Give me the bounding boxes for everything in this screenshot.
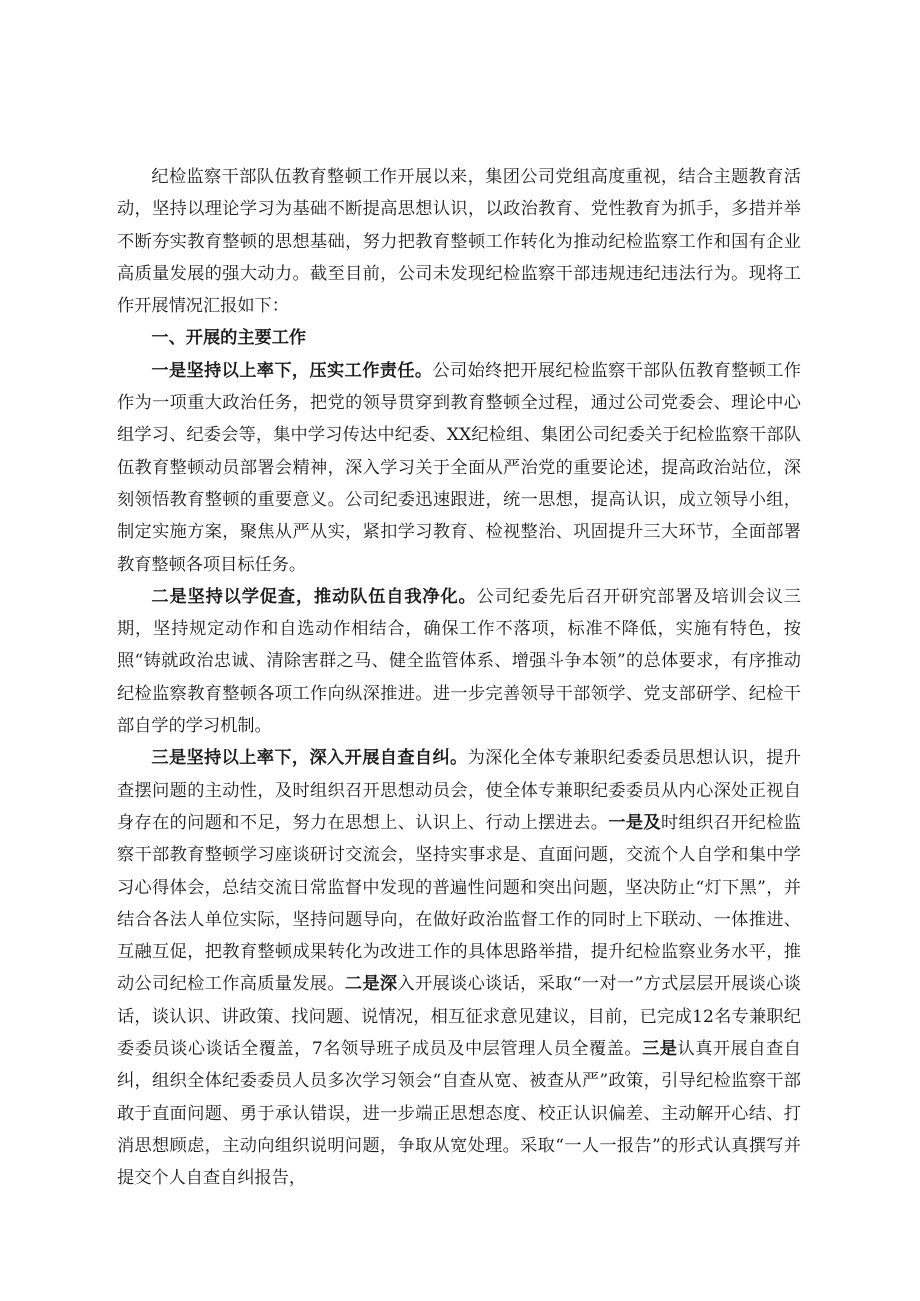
paragraph-3-body-b: 时组织召开纪检监察干部教育整顿学习座谈研讨交流会，坚持实事求是、直面问题，交流个人自学和集中学习心得体会，总结交流日常监督中发现的普遍性问题和突出问题，坚决防止“灯下黑”，并结合各法人单位实际，坚持问题导向，在做好政治监督工作的同时上下联动、一体推进、互融互促，把教育整顿成果转化为改进工作的具体思路举措，提升纪检监察业务水平，推动公司纪检工作高质量发展。 [117, 812, 801, 995]
paragraph-3-body-a: 为深化全体专兼职纪委委员思想认识，提升查摆问题的主动性，及时组织召开思想动员会，使全体专兼职纪委委员从内心深处正视自身存在的问题和不足，努力在思想上、认识上、行动上摆进去。 [117, 748, 801, 833]
paragraph-2 [117, 581, 801, 742]
paragraph-3-body-c: 入开展谈心谈话，采取“一对一”方式层层开展谈心谈话，谈认识、讲政策、找问题、说情况，相互征求意见建议，目前，已完成12名专兼职纪委委员谈心谈话全覆盖，7名领导班子成员及中层管理人员全覆盖。 [117, 974, 801, 1060]
paragraph-1-lead: 一是坚持以上率下，压实工作责任。 [151, 360, 433, 381]
paragraph-3 [117, 742, 801, 1194]
section-heading: 一、开展的主要工作 [151, 328, 307, 349]
paragraph-1 [117, 355, 801, 581]
document-body [117, 161, 801, 1195]
paragraph-3-body-d: 认真开展自查自纠，组织全体纪委委员人员多次学习领会“自查从宽、被查从严”政策，引导纪检监察干部敢于直面问题、勇于承认错误，进一步端正思想态度、校正认识偏差、主动解开心结、打消思想顾虑，主动向组织说明问题，争取从宽处理。采取“一人一报告”的形式认真撰写并提交个人自查自纠报告， [117, 1039, 801, 1189]
paragraph-3-lead: 三是坚持以上率下，深入开展自查自纠。 [151, 748, 468, 769]
paragraph-3-sub-2: 二是深 [344, 974, 398, 995]
paragraph-1-body: 公司始终把开展纪检监察干部队伍教育整顿工作作为一项重大政治任务，把党的领导贯穿到教育整顿全过程，通过公司党委会、理论中心组学习、纪委会等，集中学习传达中纪委、XX纪检组、集团公司纪委关于纪检监察干部队伍教育整顿动员部署会精神，深入学习关于全面从严治党的重要论述，提高政治站位，深刻领悟教育整顿的重要意义。公司纪委迅速跟进，统一思想，提高认识，成立领导小组，制定实施方案，聚焦从严从实，紧扣学习教育、检视整治、巩固提升三大环节，全面部署教育整顿各项目标任务。 [117, 360, 801, 575]
paragraph-2-body: 公司纪委先后召开研究部署及培训会议三期，坚持规定动作和自选动作相结合，确保工作不落项，标准不降低，实施有特色，按照“铸就政治忠诚、清除害群之马、健全监管体系、增强斗争本领”的总体要求，有序推动纪检监察教育整顿各项工作向纵深推进。进一步完善领导干部领学、党支部研学、纪检干部自学的学习机制。 [117, 586, 801, 737]
intro-paragraph: 纪检监察干部队伍教育整顿工作开展以来，集团公司党组高度重视，结合主题教育活动，坚持以理论学习为基础不断提高思想认识，以政治教育、党性教育为抓手，多措并举不断夯实教育整顿的思想基础，努力把教育整顿工作转化为推动纪检监察工作和国有企业高质量发展的强大动力。截至目前，公司未发现纪检监察干部违规违纪违法行为。现将工作开展情况汇报如下： [117, 167, 801, 317]
paragraph-3-sub-1: 一是及 [608, 812, 661, 833]
paragraph-3-sub-3: 三是 [642, 1039, 678, 1060]
paragraph-2-lead: 二是坚持以学促查，推动队伍自我净化。 [151, 586, 477, 607]
